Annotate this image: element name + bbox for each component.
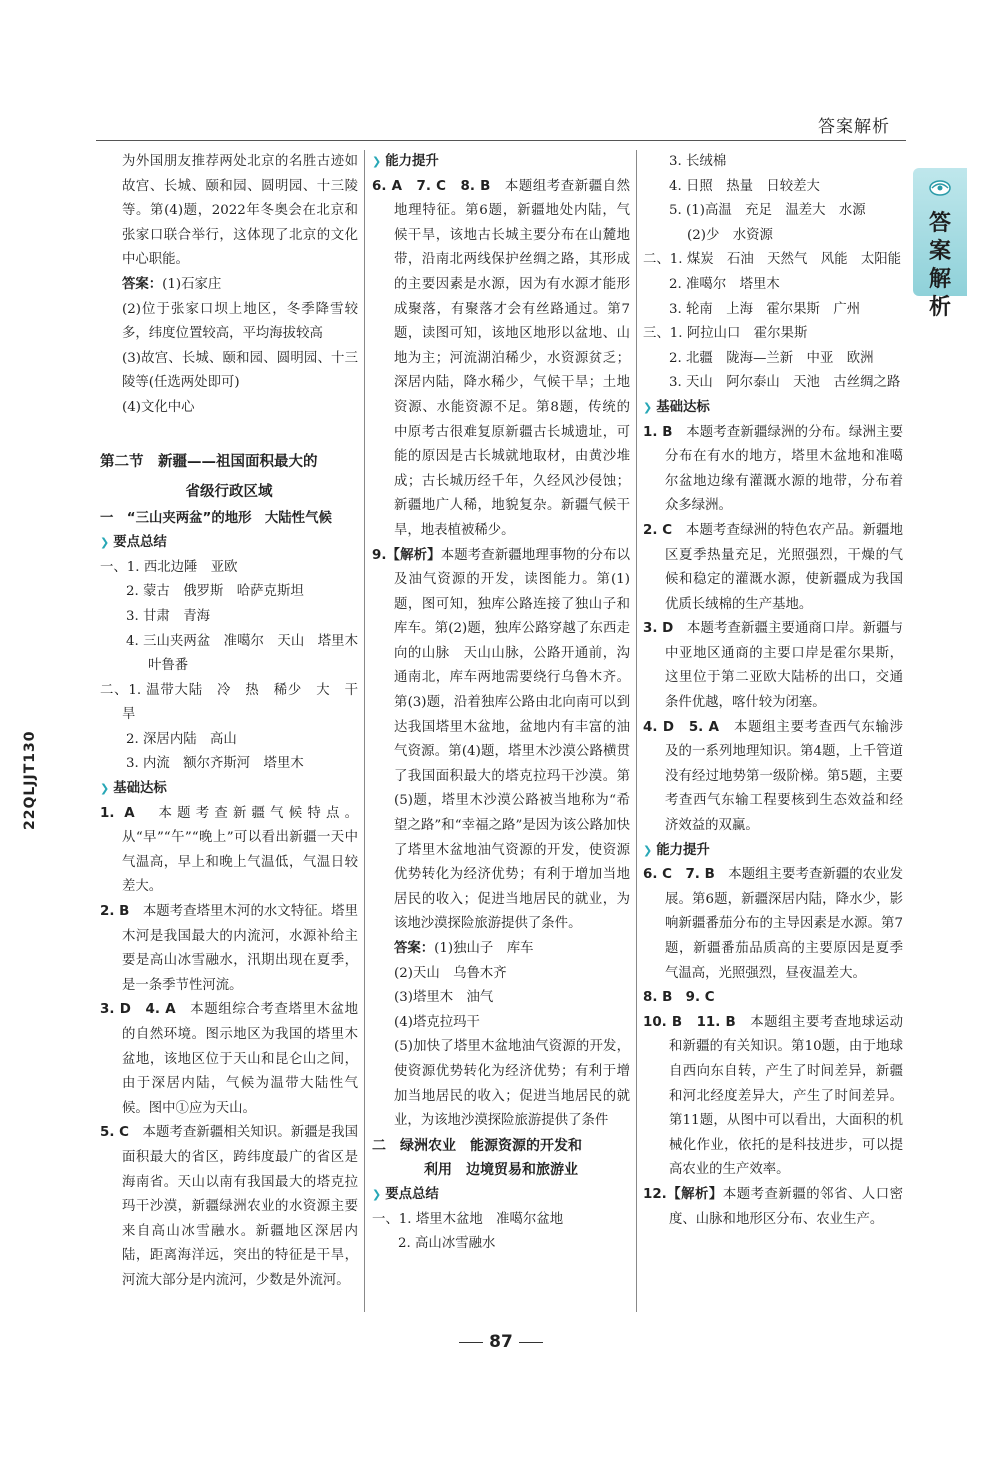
chevron-icon: ❯	[643, 843, 653, 857]
leaf-icon	[927, 176, 953, 198]
summary-line: 3. 轮南 上海 霍尔果斯 广州	[669, 301, 861, 317]
section-title: 第二节 新疆——祖国面积最大的	[100, 453, 318, 470]
tag-ability: ❯ 能力提升	[643, 842, 710, 858]
column-1	[100, 150, 372, 1294]
answer-line: (5)加快了塔里木盆地油气资源的开发，使资源优势转化为经济优势；有利于增加当地居民的收入；促进当地居民的就业，为该地沙漠探险旅游提供了条件	[394, 1039, 630, 1129]
answer-line: (4)文化中心	[122, 399, 195, 415]
answer-item: 3. D 4. A 本题组综合考查塔里木盆地的自然环境。图示地区为我国的塔里木盆地，该地区位于天山和昆仑山之间，由于深居内陆，气候为温带大陆性气候。图中①应为天山。	[100, 1002, 359, 1116]
header-title: 答案解析	[818, 117, 890, 137]
answer-item: 8. B 9. C	[643, 990, 715, 1006]
summary-line: (2)少 水资源	[687, 227, 773, 243]
answer-line: (2)天山 乌鲁木齐	[394, 965, 507, 981]
answer-item: 2. C 本题考查绿洲的特色农产品。新疆地区夏季热量充足，光照强烈，干燥的气候和稳定的灌溉水源，使新疆成为我国优质长绒棉的生产基地。	[643, 522, 904, 612]
summary-line: 2. 高山冰雪融水	[398, 1236, 496, 1252]
answer-item: 2. B 本题考查塔里木河的水文特征。塔里木河是我国最大的内流河，水源补给主要是高山冰雪融水，汛期出现在夏季，是一条季节性河流。	[100, 904, 359, 993]
subsection-title-cont: 利用 边境贸易和旅游业	[424, 1162, 578, 1179]
answer-item: 6. C 7. B 本题组主要考查新疆的农业发展。第6题，新疆深居内陆，降水少，影响新疆番茄分布的主导因素是水源。第7题，新疆番茄品质高的主要原因是夏季气温高，光照强烈，昼夜温差大。	[643, 867, 904, 981]
column-2	[372, 150, 630, 1257]
side-code: 22QLJJT130	[22, 730, 38, 830]
summary-line: 一、1. 西北边陲 亚欧	[100, 559, 238, 575]
section-title-cont: 省级行政区域	[185, 483, 273, 500]
answer-item: 1. A 本题考查新疆气候特点。从“早”“午”“晚上”可以看出新疆一天中气温高，早上和晚上气温低，气温日较差大。	[100, 805, 359, 895]
analysis-item: 12.【解析】本题考查新疆的邻省、人口密度、山脉和地形区分布、农业生产。	[643, 1186, 903, 1227]
side-tab	[913, 168, 967, 320]
answer-item: 6. A 7. C 8. B 本题组考查新疆自然地理特征。第6题，新疆地处内陆，气候干旱，该地古长城主要分布在山麓地带，沿南北两线保护丝绸之路，其形成的主要因素是水源，因为有水源才能形成聚落，有聚落才会有丝路通过。第7题，读图可知，该地区地形以盆地、山地为主；河流湖泊稀少，水资源贫乏；深居内陆，降水稀少，气候干旱；土地资源、水能资源不足。第8题，传统的中原考古很难复原新疆古长城遗址，可能的原因是古长城就地取材，由黄沙堆成；古长城历经千年，久经风沙侵蚀；新疆地广人稀，地貌复杂。新疆气候干旱，地表植被稀少。	[372, 178, 631, 538]
answer-line: (3)故宫、长城、颐和园、圆明园、十三陵等(任选两处即可)	[122, 350, 358, 391]
answer-line: (2)位于张家口坝上地区，冬季降雪较多，纬度位置较高，平均海拔较高	[122, 301, 358, 342]
answer-line: (3)塔里木 油气	[394, 990, 494, 1006]
answer-item: 3. D 本题考查新疆主要通商口岸。新疆与中亚地区通商的主要口岸是霍尔果斯，这里位于第二亚欧大陆桥的出口，交通条件优越，喀什较为闭塞。	[643, 621, 904, 711]
chevron-icon: ❯	[372, 1187, 382, 1201]
summary-line: 2. 准噶尔 塔里木	[669, 276, 780, 292]
summary-line: 3. 内流 额尔齐斯河 塔里木	[126, 756, 304, 772]
answer-line: (4)塔克拉玛干	[394, 1014, 480, 1030]
subsection-title: 一 “三山夹两盆”的地形 大陆性气候	[100, 510, 332, 526]
summary-line: 3. 长绒棉	[669, 154, 727, 169]
summary-line: 4. 日照 热量 日较差大	[669, 178, 820, 194]
tag-summary: ❯ 要点总结	[100, 535, 167, 551]
summary-line: 3. 甘肃 青海	[126, 608, 210, 624]
answer-item: 5. C 本题考查新疆相关知识。新疆是我国面积最大的省区，跨纬度最广的省区是海南省。天山以南有我国最大的塔克拉玛干沙漠，新疆绿洲农业的水资源主要来自高山冰雪融水。新疆地区深居内陆，距离海洋远，突出的特征是干旱，河流大部分是内流河，少数是外流河。	[100, 1125, 359, 1288]
summary-line: 5. (1)高温 充足 温差大 水源	[669, 203, 866, 219]
analysis-item: 9.【解析】本题考查新疆地理事物的分布以及油气资源的开发，读图能力。第(1)题，图可知，独库公路连接了独山子和库车。第(2)题，独库公路穿越了东西走向的山脉 天山山脉，公路开通前，沟通南北，库车两地需要绕行乌鲁木齐。第(3)题，沿着独库公路由北向南可以到达我国塔里木盆地，盆地内有丰富的油气资源。第(4)题，塔里木沙漠公路横贯了我国面积最大的塔克拉玛干沙漠。第(5)题，塔里木沙漠公路被当地称为“希望之路”和“幸福之路”是因为该公路加快了塔里木盆地油气资源的开发，使资源优势转化为经济优势；有利于增加当地居民的收入；促进当地居民的就业，为该地沙漠探险旅游提供了条件。	[372, 547, 631, 932]
intro-text: 为外国朋友推荐两处北京的名胜古迹如故宫、长城、颐和园、圆明园、十三陵等。第(4)题，2022年冬奥会在北京和张家口联合举行，这体现了北京的文化中心职能。	[122, 154, 358, 268]
page-number: 87	[446, 1332, 556, 1352]
summary-line: 2. 北疆 陇海—兰新 中亚 欧洲	[669, 350, 874, 366]
subsection-title: 二 绿洲农业 能源资源的开发和	[372, 1137, 582, 1154]
tag-basic: ❯ 基础达标	[100, 781, 167, 797]
answer-line: 答案：(1)独山子 库车	[394, 941, 534, 956]
side-tab-label: 答案解析	[928, 211, 951, 320]
answer-line: 答案：(1)石家庄	[122, 276, 222, 292]
column-3	[643, 150, 903, 1232]
summary-line: 4. 三山夹两盆 准噶尔 天山 塔里木 叶鲁番	[126, 633, 372, 674]
answer-item: 10. B 11. B 本题组主要考查地球运动和新疆的有关知识。第10题，由于地球自西向东自转，产生了时间差异，新疆和河北经度差异大，产生了时间差异。第11题，从图中可以看出，大面积的机械化作业，依托的是科技进步，可以提高农业的生产效率。	[643, 1014, 904, 1178]
answer-item: 1. B 本题考查新疆绿洲的分布。绿洲主要分布在有水的地方，塔里木盆地和准噶尔盆地边缘有灌溉水源的地带，分布着众多绿洲。	[643, 424, 904, 514]
chevron-icon: ❯	[643, 400, 653, 414]
summary-line: 一、1. 塔里木盆地 准噶尔盆地	[372, 1211, 564, 1227]
chevron-icon: ❯	[100, 536, 110, 550]
tag-summary: ❯ 要点总结	[372, 1186, 439, 1202]
tag-ability: ❯ 能力提升	[372, 154, 439, 169]
summary-line: 2. 蒙古 俄罗斯 哈萨克斯坦	[126, 584, 304, 600]
summary-line: 3. 天山 阿尔泰山 天池 古丝绸之路	[669, 375, 901, 391]
summary-line: 三、1. 阿拉山口 霍尔果斯	[643, 326, 808, 342]
summary-line: 二、1. 煤炭 石油 天然气 风能 太阳能	[643, 252, 902, 268]
column-divider	[636, 150, 637, 1312]
chevron-icon: ❯	[372, 155, 382, 168]
summary-line: 2. 深居内陆 高山	[126, 731, 237, 747]
summary-line: 二、1. 温带大陆 冷 热 稀少 大 干旱	[100, 682, 358, 723]
chevron-icon: ❯	[100, 782, 110, 796]
tag-basic: ❯ 基础达标	[643, 399, 710, 415]
header-rule	[96, 140, 906, 141]
answer-item: 4. D 5. A 本题组主要考查西气东输涉及的一系列地理知识。第4题，上千管道没有经过地势第一级阶梯。第5题，主要考查西气东输工程要核到生态效益和经济效益的双赢。	[643, 719, 904, 834]
column-divider	[364, 150, 365, 1312]
